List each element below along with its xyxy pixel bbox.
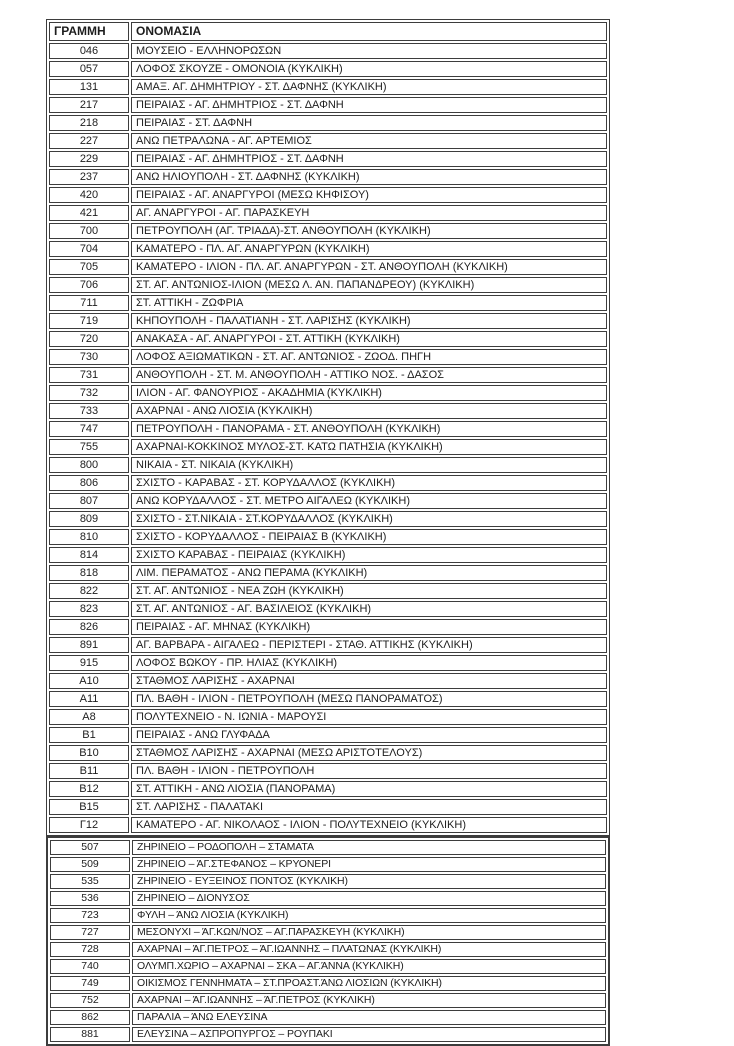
table-row [49, 619, 607, 635]
line-number-cell: 719 [49, 313, 129, 329]
table-row [50, 840, 606, 855]
table-row [50, 1010, 606, 1025]
table-row [49, 367, 607, 383]
line-number-cell: 818 [49, 565, 129, 581]
route-name-cell: ΕΛΕΥΣΙΝΑ – ΑΣΠΡΟΠΥΡΓΟΣ – ΡΟΥΠΑΚΙ [132, 1027, 606, 1042]
route-name-cell: ΝΙΚΑΙΑ - ΣΤ. ΝΙΚΑΙΑ (ΚΥΚΛΙΚΗ) [131, 457, 607, 473]
route-name-cell: ΠΕΤΡΟΥΠΟΛΗ (ΑΓ. ΤΡΙΑΔΑ)-ΣΤ. ΑΝΘΟΥΠΟΛΗ (ΚΥΚΛΙΚΗ) [131, 223, 607, 239]
table-row [49, 547, 607, 563]
table-row [50, 891, 606, 906]
table-row [49, 349, 607, 365]
line-number-cell: 891 [49, 637, 129, 653]
table-row [49, 493, 607, 509]
table-row [49, 799, 607, 815]
header-row [49, 22, 607, 41]
route-name-cell: ΚΑΜΑΤΕΡΟ - ΑΓ. ΝΙΚΟΛΑΟΣ - ΙΛΙΟΝ - ΠΟΛΥΤΕΧΝΕΙΟ (ΚΥΚΛΙΚΗ) [131, 817, 607, 833]
table-row [49, 763, 607, 779]
route-name-cell: ΛΟΦΟΣ ΣΚΟΥΖΕ - ΟΜΟΝΟΙΑ (ΚΥΚΛΙΚΗ) [131, 61, 607, 77]
route-name-cell: ΛΙΜ. ΠΕΡΑΜΑΤΟΣ - ΑΝΩ ΠΕΡΑΜΑ (ΚΥΚΛΙΚΗ) [131, 565, 607, 581]
line-number-cell: 705 [49, 259, 129, 275]
route-name-cell: ΖΗΡΙΝΕΙΟ – ΔΙΟΝΥΣΟΣ [132, 891, 606, 906]
route-name-cell: ΑΜΑΞ. ΑΓ. ΔΗΜΗΤΡΙΟΥ - ΣΤ. ΔΑΦΝΗΣ (ΚΥΚΛΙΚΗ) [131, 79, 607, 95]
line-number-cell: Β12 [49, 781, 129, 797]
route-name-cell: ΣΧΙΣΤΟ - ΚΑΡΑΒΑΣ - ΣΤ. ΚΟΡΥΔΑΛΛΟΣ (ΚΥΚΛΙΚΗ) [131, 475, 607, 491]
table-row [49, 655, 607, 671]
line-number-cell: 733 [49, 403, 129, 419]
route-name-cell: ΠΑΡΑΛΙΑ – ΆΝΩ ΕΛΕΥΣΙΝΑ [132, 1010, 606, 1025]
table-row [49, 457, 607, 473]
line-number-cell: 800 [49, 457, 129, 473]
line-number-cell: 421 [49, 205, 129, 221]
table-row [49, 691, 607, 707]
route-name-cell: ΟΙΚΙΣΜΟΣ ΓΕΝΝΗΜΑΤΑ – ΣΤ.ΠΡΟΑΣΤ.ΆΝΩ ΛΙΟΣΙΩΝ (ΚΥΚΛΙΚΗ) [132, 976, 606, 991]
route-name-cell: ΚΑΜΑΤΕΡΟ - ΠΛ. ΑΓ. ΑΝΑΡΓΥΡΩΝ (ΚΥΚΛΙΚΗ) [131, 241, 607, 257]
table-row [49, 727, 607, 743]
line-number-cell: 046 [49, 43, 129, 59]
line-number-cell: 747 [49, 421, 129, 437]
line-number-cell: 728 [50, 942, 130, 957]
line-number-cell: 807 [49, 493, 129, 509]
table-row [49, 223, 607, 239]
route-name-cell: ΣΤ. ΑΤΤΙΚΗ - ΖΩΦΡΙΑ [131, 295, 607, 311]
table-row [49, 313, 607, 329]
bus-lines-table-container [46, 19, 610, 1046]
line-number-cell: Β10 [49, 745, 129, 761]
table-row [49, 529, 607, 545]
route-name-cell: ΑΓ. ΑΝΑΡΓΥΡΟΙ - ΑΓ. ΠΑΡΑΣΚΕΥΗ [131, 205, 607, 221]
route-name-cell: ΠΕΙΡΑΙΑΣ - ΣΤ. ΔΑΦΝΗ [131, 115, 607, 131]
line-number-cell: 740 [50, 959, 130, 974]
line-number-cell: 823 [49, 601, 129, 617]
table-row [49, 601, 607, 617]
line-number-cell: 507 [50, 840, 130, 855]
line-number-cell: 706 [49, 277, 129, 293]
line-number-cell: 826 [49, 619, 129, 635]
route-name-cell: ΜΕΣΟΝΥΧΙ – ΆΓ.ΚΩΝ/ΝΟΣ – ΑΓ.ΠΑΡΑΣΚΕΥΗ (ΚΥΚΛΙΚΗ) [132, 925, 606, 940]
line-number-cell: 881 [50, 1027, 130, 1042]
line-number-cell: 727 [50, 925, 130, 940]
route-name-cell: ΠΟΛΥΤΕΧΝΕΙΟ - Ν. ΙΩΝΙΑ - ΜΑΡΟΥΣΙ [131, 709, 607, 725]
route-name-cell: ΑΝΑΚΑΣΑ - ΑΓ. ΑΝΑΡΓΥΡΟΙ - ΣΤ. ΑΤΤΙΚΗ (ΚΥΚΛΙΚΗ) [131, 331, 607, 347]
table-row [49, 169, 607, 185]
route-name-cell: ΑΝΩ ΗΛΙΟΥΠΟΛΗ - ΣΤ. ΔΑΦΝΗΣ (ΚΥΚΛΙΚΗ) [131, 169, 607, 185]
table-row [50, 857, 606, 872]
route-name-cell: ΣΧΙΣΤΟ - ΚΟΡΥΔΑΛΛΟΣ - ΠΕΙΡΑΙΑΣ Β (ΚΥΚΛΙΚΗ) [131, 529, 607, 545]
bus-lines-table-suburban [46, 836, 610, 1046]
line-number-cell: 755 [49, 439, 129, 455]
table-row [49, 439, 607, 455]
table-row [50, 908, 606, 923]
route-name-cell: ΣΤΑΘΜΟΣ ΛΑΡΙΣΗΣ - ΑΧΑΡΝΑΙ (ΜΕΣΩ ΑΡΙΣΤΟΤΕΛΟΥΣ) [131, 745, 607, 761]
table-row [49, 205, 607, 221]
table-row [49, 97, 607, 113]
route-name-cell: ΟΛΥΜΠ.ΧΩΡΙΟ – ΑΧΑΡΝΑΙ – ΣΚΑ – ΑΓ.ΆΝΝΑ (ΚΥΚΛΙΚΗ) [132, 959, 606, 974]
line-number-cell: 749 [50, 976, 130, 991]
table-row [50, 1027, 606, 1042]
table-row [49, 115, 607, 131]
route-name-cell: ΑΧΑΡΝΑΙ - ΑΝΩ ΛΙΟΣΙΑ (ΚΥΚΛΙΚΗ) [131, 403, 607, 419]
route-name-cell: ΠΕΤΡΟΥΠΟΛΗ - ΠΑΝΟΡΑΜΑ - ΣΤ. ΑΝΘΟΥΠΟΛΗ (ΚΥΚΛΙΚΗ) [131, 421, 607, 437]
table-row [49, 43, 607, 59]
route-name-cell: ΠΛ. ΒΑΘΗ - ΙΛΙΟΝ - ΠΕΤΡΟΥΠΟΛΗ (ΜΕΣΩ ΠΑΝΟΡΑΜΑΤΟΣ) [131, 691, 607, 707]
line-number-cell: Β1 [49, 727, 129, 743]
route-name-cell: ΣΤ. ΑΤΤΙΚΗ - ΑΝΩ ΛΙΟΣΙΑ (ΠΑΝΟΡΑΜΑ) [131, 781, 607, 797]
table-row [49, 385, 607, 401]
route-name-cell: ΛΟΦΟΣ ΑΞΙΩΜΑΤΙΚΩΝ - ΣΤ. ΑΓ. ΑΝΤΩΝΙΟΣ - ΖΩΟΔ. ΠΗΓΗ [131, 349, 607, 365]
route-name-cell: ΙΛΙΟΝ - ΑΓ. ΦΑΝΟΥΡΙΟΣ - ΑΚΑΔΗΜΙΑ (ΚΥΚΛΙΚΗ) [131, 385, 607, 401]
route-name-cell: ΖΗΡΙΝΕΙΟ - ΕΥΞΕΙΝΟΣ ΠΟΝΤΟΣ (ΚΥΚΛΙΚΗ) [132, 874, 606, 889]
route-name-cell: ΑΝΘΟΥΠΟΛΗ - ΣΤ. Μ. ΑΝΘΟΥΠΟΛΗ - ΑΤΤΙΚΟ ΝΟΣ. - ΔΑΣΟΣ [131, 367, 607, 383]
table-row [49, 187, 607, 203]
table-header [49, 22, 607, 41]
table-row [49, 241, 607, 257]
table-row [50, 959, 606, 974]
line-number-cell: 822 [49, 583, 129, 599]
route-name-cell: ΠΕΙΡΑΙΑΣ - ΑΓ. ΜΗΝΑΣ (ΚΥΚΛΙΚΗ) [131, 619, 607, 635]
table-row [49, 637, 607, 653]
route-name-cell: ΣΧΙΣΤΟ - ΣΤ.ΝΙΚΑΙΑ - ΣΤ.ΚΟΡΥΔΑΛΛΟΣ (ΚΥΚΛΙΚΗ) [131, 511, 607, 527]
route-name-cell: ΠΛ. ΒΑΘΗ - ΙΛΙΟΝ - ΠΕΤΡΟΥΠΟΛΗ [131, 763, 607, 779]
line-number-cell: 915 [49, 655, 129, 671]
line-number-cell: 752 [50, 993, 130, 1008]
line-number-cell: 237 [49, 169, 129, 185]
line-number-cell: 420 [49, 187, 129, 203]
route-name-cell: ΣΤ. ΑΓ. ΑΝΤΩΝΙΟΣ - ΑΓ. ΒΑΣΙΛΕΙΟΣ (ΚΥΚΛΙΚΗ) [131, 601, 607, 617]
line-number-cell: 862 [50, 1010, 130, 1025]
line-number-cell: 720 [49, 331, 129, 347]
header-line-number: ΓΡΑΜΜΗ [49, 22, 129, 41]
route-name-cell: ΠΕΙΡΑΙΑΣ - ΑΓ. ΔΗΜΗΤΡΙΟΣ - ΣΤ. ΔΑΦΝΗ [131, 97, 607, 113]
line-number-cell: 229 [49, 151, 129, 167]
route-name-cell: ΣΤ. ΑΓ. ΑΝΤΩΝΙΟΣ-ΙΛΙΟΝ (ΜΕΣΩ Λ. ΑΝ. ΠΑΠΑΝΔΡΕΟΥ) (ΚΥΚΛΙΚΗ) [131, 277, 607, 293]
line-number-cell: 057 [49, 61, 129, 77]
line-number-cell: 700 [49, 223, 129, 239]
table-row [49, 277, 607, 293]
route-name-cell: ΣΤΑΘΜΟΣ ΛΑΡΙΣΗΣ - ΑΧΑΡΝΑΙ [131, 673, 607, 689]
table-row [49, 709, 607, 725]
line-number-cell: 131 [49, 79, 129, 95]
route-name-cell: ΑΓ. ΒΑΡΒΑΡΑ - ΑΙΓΑΛΕΩ - ΠΕΡΙΣΤΕΡΙ - ΣΤΑΘ. ΑΤΤΙΚΗΣ (ΚΥΚΛΙΚΗ) [131, 637, 607, 653]
route-name-cell: ΜΟΥΣΕΙΟ - ΕΛΛΗΝΟΡΩΣΩΝ [131, 43, 607, 59]
table-row [50, 874, 606, 889]
table-row [49, 259, 607, 275]
table-row [50, 993, 606, 1008]
line-number-cell: 217 [49, 97, 129, 113]
table-row [49, 151, 607, 167]
line-number-cell: Α11 [49, 691, 129, 707]
bus-lines-table-main [46, 19, 610, 836]
route-name-cell: ΑΧΑΡΝΑΙ-ΚΟΚΚΙΝΟΣ ΜΥΛΟΣ-ΣΤ. ΚΑΤΩ ΠΑΤΗΣΙΑ (ΚΥΚΛΙΚΗ) [131, 439, 607, 455]
table-row [49, 421, 607, 437]
table-row [49, 475, 607, 491]
line-number-cell: Β15 [49, 799, 129, 815]
table-row [49, 61, 607, 77]
table-row [49, 511, 607, 527]
line-number-cell: Α10 [49, 673, 129, 689]
route-name-cell: ΠΕΙΡΑΙΑΣ - ΑΓ. ΑΝΑΡΓΥΡΟΙ (ΜΕΣΩ ΚΗΦΙΣΟΥ) [131, 187, 607, 203]
route-name-cell: ΑΝΩ ΠΕΤΡΑΛΩΝΑ - ΑΓ. ΑΡΤΕΜΙΟΣ [131, 133, 607, 149]
table-row [49, 331, 607, 347]
line-number-cell: 731 [49, 367, 129, 383]
route-name-cell: ΣΤ. ΑΓ. ΑΝΤΩΝΙΟΣ - ΝΕΑ ΖΩΗ (ΚΥΚΛΙΚΗ) [131, 583, 607, 599]
table-row [49, 817, 607, 833]
table-row [49, 781, 607, 797]
table-row [50, 925, 606, 940]
line-number-cell: 509 [50, 857, 130, 872]
line-number-cell: 536 [50, 891, 130, 906]
line-number-cell: 806 [49, 475, 129, 491]
route-name-cell: ΖΗΡΙΝΕΙΟ – ΡΟΔΟΠΟΛΗ – ΣΤΑΜΑΤΑ [132, 840, 606, 855]
line-number-cell: 218 [49, 115, 129, 131]
line-number-cell: 711 [49, 295, 129, 311]
table-row [49, 673, 607, 689]
table-row [49, 745, 607, 761]
table-row [50, 976, 606, 991]
route-name-cell: ΖΗΡΙΝΕΙΟ – ΆΓ.ΣΤΕΦΑΝΟΣ – ΚΡΥΟΝΕΡΙ [132, 857, 606, 872]
line-number-cell: Γ12 [49, 817, 129, 833]
line-number-cell: 814 [49, 547, 129, 563]
table-row [49, 79, 607, 95]
table-row [49, 133, 607, 149]
header-route-name: ΟΝΟΜΑΣΙΑ [131, 22, 607, 41]
route-name-cell: ΣΤ. ΛΑΡΙΣΗΣ - ΠΑΛΑΤΑΚΙ [131, 799, 607, 815]
route-name-cell: ΚΗΠΟΥΠΟΛΗ - ΠΑΛΑΤΙΑΝΗ - ΣΤ. ΛΑΡΙΣΗΣ (ΚΥΚΛΙΚΗ) [131, 313, 607, 329]
main-lines-body [49, 43, 607, 833]
table-row [49, 295, 607, 311]
line-number-cell: 809 [49, 511, 129, 527]
route-name-cell: ΚΑΜΑΤΕΡΟ - ΙΛΙΟΝ - ΠΛ. ΑΓ. ΑΝΑΡΓΥΡΩΝ - ΣΤ. ΑΝΘΟΥΠΟΛΗ (ΚΥΚΛΙΚΗ) [131, 259, 607, 275]
route-name-cell: ΣΧΙΣΤΟ ΚΑΡΑΒΑΣ - ΠΕΙΡΑΙΑΣ (ΚΥΚΛΙΚΗ) [131, 547, 607, 563]
suburban-lines-body [50, 840, 606, 1042]
line-number-cell: 704 [49, 241, 129, 257]
route-name-cell: ΑΧΑΡΝΑΙ – ΆΓ.ΙΩΑΝΝΗΣ – ΆΓ.ΠΕΤΡΟΣ (ΚΥΚΛΙΚΗ) [132, 993, 606, 1008]
line-number-cell: 535 [50, 874, 130, 889]
route-name-cell: ΠΕΙΡΑΙΑΣ - ΑΓ. ΔΗΜΗΤΡΙΟΣ - ΣΤ. ΔΑΦΝΗ [131, 151, 607, 167]
route-name-cell: ΦΥΛΗ – ΆΝΩ ΛΙΟΣΙΑ (ΚΥΚΛΙΚΗ) [132, 908, 606, 923]
line-number-cell: 723 [50, 908, 130, 923]
line-number-cell: 227 [49, 133, 129, 149]
route-name-cell: ΠΕΙΡΑΙΑΣ - ΑΝΩ ΓΛΥΦΑΔΑ [131, 727, 607, 743]
table-row [50, 942, 606, 957]
route-name-cell: ΛΟΦΟΣ ΒΩΚΟΥ - ΠΡ. ΗΛΙΑΣ (ΚΥΚΛΙΚΗ) [131, 655, 607, 671]
line-number-cell: Α8 [49, 709, 129, 725]
line-number-cell: 730 [49, 349, 129, 365]
table-row [49, 403, 607, 419]
table-row [49, 583, 607, 599]
line-number-cell: Β11 [49, 763, 129, 779]
line-number-cell: 732 [49, 385, 129, 401]
route-name-cell: ΑΝΩ ΚΟΡΥΔΑΛΛΟΣ - ΣΤ. ΜΕΤΡΟ ΑΙΓΑΛΕΩ (ΚΥΚΛΙΚΗ) [131, 493, 607, 509]
line-number-cell: 810 [49, 529, 129, 545]
route-name-cell: ΑΧΑΡΝΑΙ – ΆΓ.ΠΕΤΡΟΣ – ΆΓ.ΙΩΑΝΝΗΣ – ΠΛΑΤΩΝΑΣ (ΚΥΚΛΙΚΗ) [132, 942, 606, 957]
table-row [49, 565, 607, 581]
